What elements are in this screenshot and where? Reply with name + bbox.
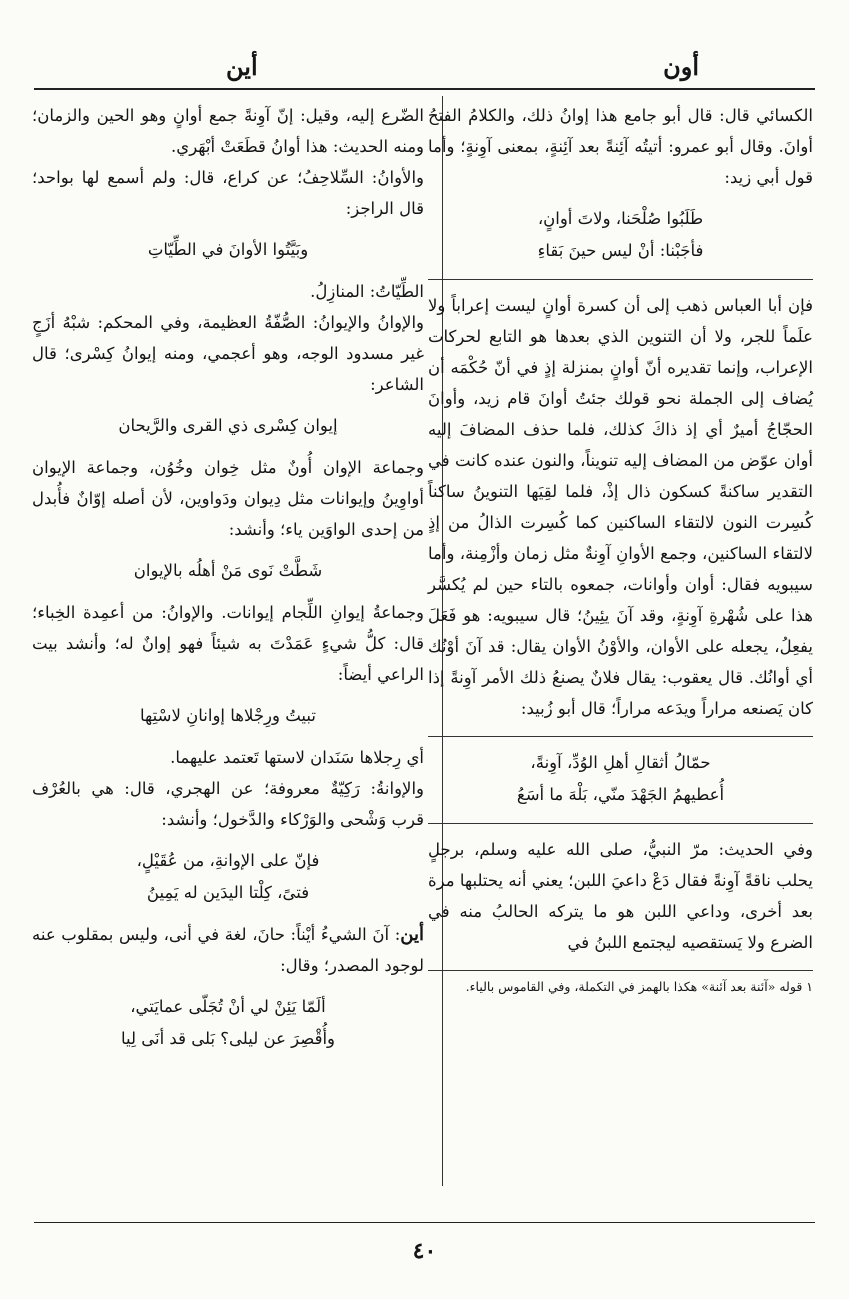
verse: إيوان كِسْرى ذي القرى والرَّيحان xyxy=(118,416,338,435)
verse: شَطَّتْ نَوى مَنْ أهلُه بالإيوان xyxy=(133,561,323,580)
paragraph: والإوانةُ: رَكِيّةٌ معروفة؛ عن الهجري، قال: هي بالعُرْف قرب وَشْحى والوَرْكاء والدَّخول؛ وأنشد: xyxy=(32,779,424,829)
page-number: ٤٠ xyxy=(412,1238,437,1264)
section-divider xyxy=(428,279,813,280)
verse-line: فتىً، كِلْتا اليدَين له يَمِينُ xyxy=(146,883,310,902)
right-column xyxy=(428,100,813,997)
entry-paragraph xyxy=(32,919,424,981)
verse: وبَيَّتُوا الأوانَ في الطِّيّاتِ xyxy=(147,240,309,259)
paragraph: الطِّيّاتُ: المنازِلُ. xyxy=(310,282,424,301)
paragraph: الكسائي قال: قال أبو جامع هذا إوانُ ذلك، والكلامُ الفتحُ أوانَ. وقال أبو عمرو: أتيتُه آئِنةً بعد آئِنةٍ، بمعنى آوِنةٍ؛ وأما قول أبي زيد: xyxy=(428,106,813,187)
footer-rule xyxy=(34,1222,815,1223)
verse-line: أُعطيهمُ الجَهْدَ منّي، بَلْهَ ما أسَعُ xyxy=(516,785,725,804)
paragraph: فإن أبا العباس ذهب إلى أن كسرة أوانٍ ليست إعراباً ولا علَماً للجر، ولا أن التنوين الذي بعدها هو التابع لحركات الإعراب، وإنما تقديره أنّ أوانٍ بمنزلة إذٍ في أنّ حُكْمَه أن يُضاف إلى الجملة نحو قولك جئتُ أوانَ قام زيد، وأوانَ الحجّاجُ أميرٌ أي إذ ذاكَ كذلك، فلما حذف المضافَ إليه أوان عوّض من المضاف إليه تنويناً، والنون عنده كانت في التقدير ساكنةً كسكون ذال إذْ، فلما لقِيَها التنوينُ ساكناً كُسِرت النون لالتقاء الساكنين كما كُسِرت الذالُ من إذٍ لالتقاء الساكنين، وجمع الأوانِ آوِنةٌ مثل زمان وأزْمِنة، وأما سيبويه فقال: أوان وأوانات، جمعوه بالتاء حين لم يُكسَّر هذا على شُهْرةِ آوِنةٍ، وقد آنَ يئِينُ؛ قال سيبويه: هو فَعَلَ يفعِلُ، يجعله على الأوان، والأوْنُ الأوان يقال: قد آنَ أوْنُك أي أوانُك. قال يعقوب: يقال فلانٌ يصنعُ ذلك الأمر آوِنةً إذا كان يَصنعه مراراً ويدَعه مراراً؛ قال أبو زُبيد: xyxy=(428,296,813,718)
footnote-rule xyxy=(428,970,813,971)
left-column xyxy=(32,100,424,1065)
verse-line: ألَمّا يَئِنْ لي أنْ تُجَلّى عمايَتي، xyxy=(130,997,326,1016)
paragraph: وجماعةُ إيوانِ اللِّجام إيوانات. والإوانُ: من أعمِدة الخِباء؛ قال: كلُّ شيءٍ عَمَدْتَ به شيئاً فهو إوانٌ له؛ وأنشد بيت الراعي أيضاً: xyxy=(32,603,424,684)
entry-headword: أين xyxy=(400,924,424,945)
verse-line: وأُقْصِرَ عن ليلى؟ بَلى قد أنَى لِيا xyxy=(120,1029,336,1048)
verse: تبيتُ ورِجْلاها إوانانِ لاسْتِها xyxy=(140,706,316,725)
verse-line: طَلَبُوا صُلْحَنا، ولاتَ أوانٍ، xyxy=(537,209,704,228)
verse xyxy=(32,845,424,909)
verse xyxy=(32,991,424,1055)
paragraph: والأوانُ: السِّلاحِفُ؛ عن كراع، قال: ولم أسمع لها بواحد؛ قال الراجز: xyxy=(32,168,424,218)
verse-line: فإنّ على الإوانةِ، من عُقَيْلٍ، xyxy=(136,851,320,870)
paragraph: أي رِجلاها سَنَدان لاستها تَعتمد عليهما. xyxy=(170,748,424,767)
verse-line: حمّالُ أثقالِ أهلِ الوُدِّ، آوِنةً، xyxy=(530,753,711,772)
verse xyxy=(428,203,813,267)
paragraph: الضّرع إليه، وقيل: إنّ آوِنةً جمع أوانٍ وهو الحين والزمان؛ ومنه الحديث: هذا أوانُ قطَعَتْ أبْهَري. xyxy=(32,106,424,156)
verse xyxy=(428,747,813,811)
entry-text: : آنَ الشيءُ أيْناً: حانَ، لغة في أنى، وليس بمقلوب عنه لوجود المصدر؛ وقال: xyxy=(32,925,424,975)
header-rule xyxy=(34,88,815,90)
paragraph: وجماعة الإوان أُونٌ مثل خِوان وخُوُن، وجماعة الإيوان أواوِينُ وإيوانات مثل دِيوان ودَواوين، لأن أصله إوّانٌ فأُبدل من إحدى الواوَين ياء؛ وأنشد: xyxy=(32,458,424,539)
running-header-right: أون xyxy=(663,52,699,81)
verse-line: فأجَبْنا: أنْ ليس حينَ بَقاءِ xyxy=(537,241,704,260)
paragraph: وفي الحديث: مرّ النبيُّ، صلى الله عليه وسلم، برجلٍ يحلب ناقةً آوِنةً فقال دَعْ داعيَ اللبن؛ يعني أنه يحتلبها مرة بعد أخرى، وداعي اللبن هو ما يتركه الحالبُ منه في الضرع ولا يَستقصيه ليجتمع اللبنُ في xyxy=(428,840,813,952)
running-header-left: أين xyxy=(226,52,258,81)
footnote: ١ قوله «آئنة بعد آئنة» هكذا بالهمز في التكملة، وفي القاموس بالياء. xyxy=(465,979,813,994)
paragraph: والإوانُ والإيوانُ: الصُّفّةُ العظيمة، وفي المحكم: شبْهُ أزَجٍ غير مسدود الوجه، وهو أعجمي، ومنه إيوانُ كِسْرى؛ قال الشاعر: xyxy=(32,313,424,394)
section-divider xyxy=(428,736,813,737)
section-divider xyxy=(428,823,813,824)
